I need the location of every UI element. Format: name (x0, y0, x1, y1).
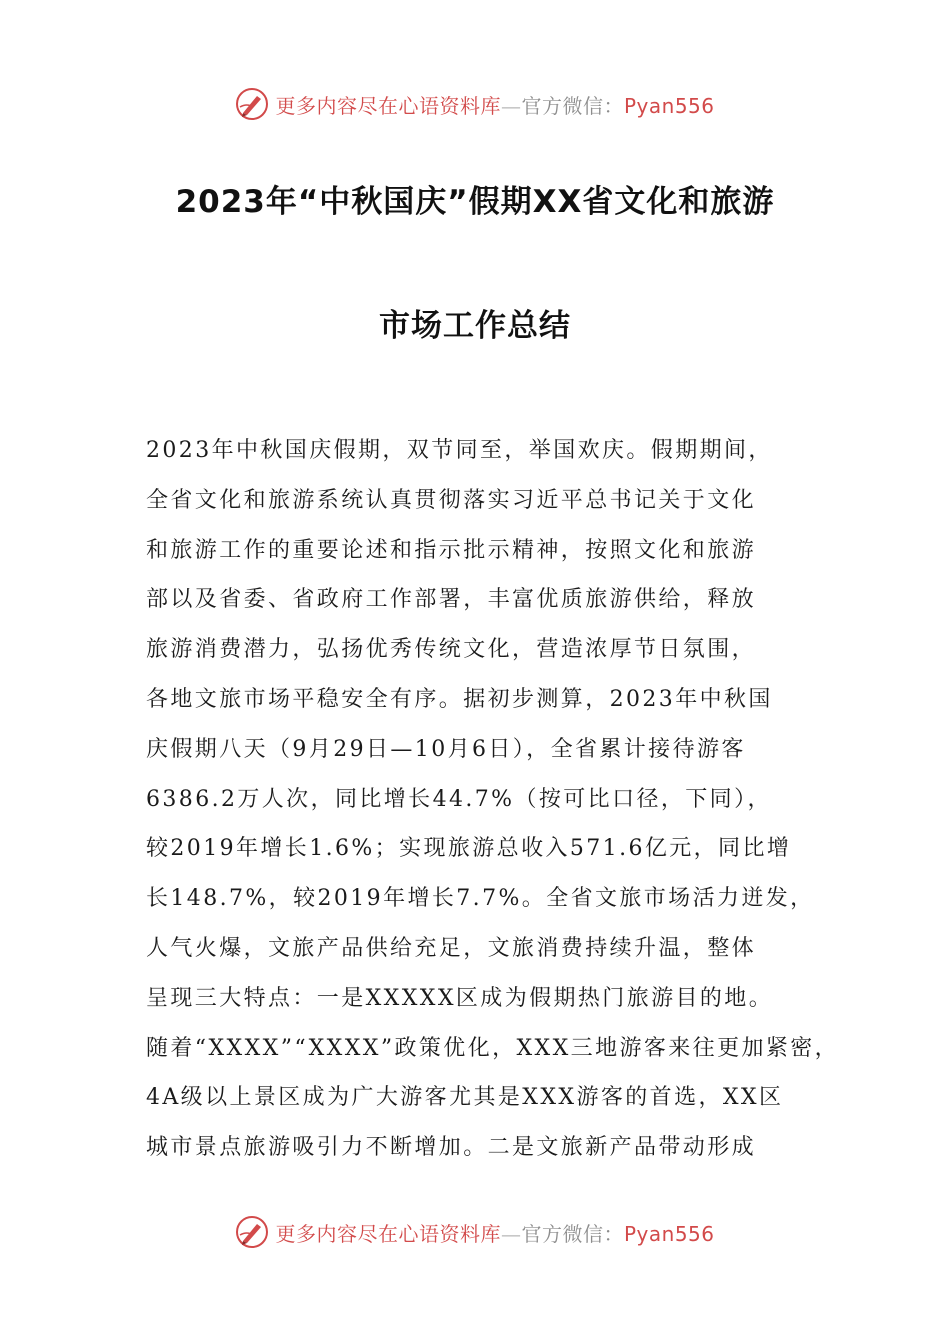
header-watermark (0, 84, 950, 124)
body-line: 长148.7%，较2019年增长7.7%。全省文旅市场活力迸发， (146, 886, 815, 912)
body-line: 旅游消费潜力，弘扬优秀传统文化，营造浓厚节日氛围， (146, 637, 757, 663)
body-line: 各地文旅市场平稳安全有序。据初步测算，2023年中秋国 (146, 686, 773, 712)
watermark-wechat-id: Pyan556 (623, 93, 715, 118)
watermark-wechat-id: Pyan556 (623, 1221, 715, 1246)
document-body (146, 426, 840, 1173)
body-line: 4A级以上景区成为广大游客尤其是XXX游客的首选，XX区 (146, 1085, 784, 1111)
body-line: 庆假期八天（9月29日—10月6日），全省累计接待游客 (146, 736, 746, 762)
footer-watermark (0, 1212, 950, 1252)
watermark-official-label: 官方微信： (521, 1221, 624, 1246)
watermark-dash: — (500, 1221, 522, 1246)
watermark-brand: 更多内容尽在心语资料库 (275, 1221, 501, 1246)
body-line: 城市景点旅游吸引力不断增加。二是文旅新产品带动形成 (146, 1135, 757, 1161)
body-line: 部以及省委、省政府工作部署，丰富优质旅游供给，释放 (146, 587, 757, 613)
document-title-line-1: 2023年“中秋国庆”假期XX省文化和旅游 (175, 184, 775, 220)
body-line: 呈现三大特点：一是XXXXX区成为假期热门旅游目的地。 (146, 985, 774, 1011)
body-line: 随着“XXXX”“XXXX”政策优化，XXX三地游客来往更加紧密， (146, 1035, 840, 1061)
watermark-brand: 更多内容尽在心语资料库 (275, 93, 501, 118)
body-line: 2023年中秋国庆假期，双节同至，举国欢庆。假期期间， (146, 438, 773, 463)
watermark-text (275, 1218, 714, 1247)
document-title-line-2: 市场工作总结 (379, 308, 571, 344)
watermark-text (275, 90, 714, 119)
watermark-official-label: 官方微信： (521, 93, 624, 118)
watermark-dash: — (500, 93, 522, 118)
body-line: 6386.2万人次，同比增长44.7%（按可比口径，下同）， (146, 786, 772, 812)
body-line: 和旅游工作的重要论述和指示批示精神，按照文化和旅游 (146, 537, 757, 563)
pen-logo-icon (235, 1215, 269, 1249)
body-line: 人气火爆，文旅产品供给充足，文旅消费持续升温，整体 (146, 935, 757, 961)
body-line: 较2019年增长1.6%；实现旅游总收入571.6亿元，同比增 (146, 836, 792, 862)
pen-logo-icon (235, 87, 269, 121)
body-line: 全省文化和旅游系统认真贯彻落实习近平总书记关于文化 (146, 487, 757, 513)
